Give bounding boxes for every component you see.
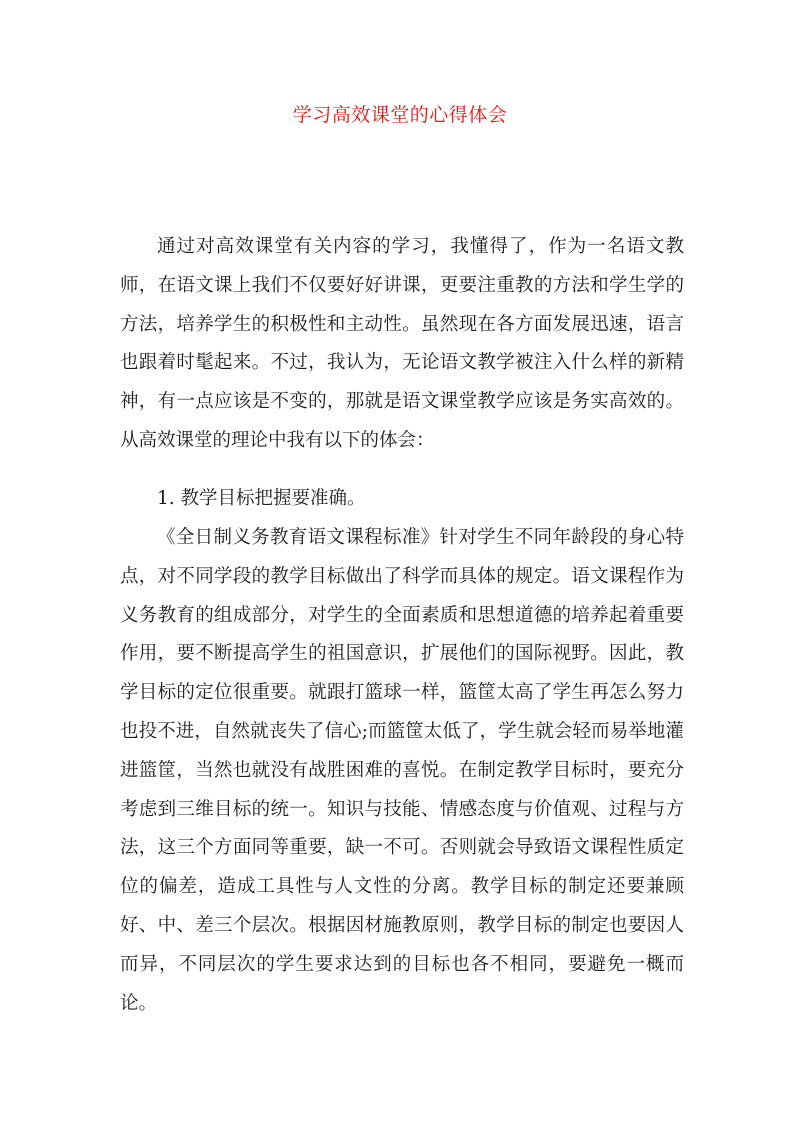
paragraph-text: 《全日制义务教育语文课程标准》针对学生不同年龄段的身心特点，对不同学段的教学目标做出了科学而具体的规定。语文课程作为义务教育的组成部分，对学生的全面素质和思想道德的培养起着重要作用，要不断提高学生的祖国意识，扩展他们的国际视野。因此，教学目标的定位很重要。就跟打篮球一样，篮筐太高了学生再怎么努力也投不进，自然就丧失了信心;而篮筐太低了，学生就会轻而易举地灌进篮筐，当然也就没有战胜困难的喜悦。在制定教学目标时，要充分考虑到三维目标的统一。知识与技能、情感态度与价值观、过程与方法，这三个方面同等重要，缺一不可。否则就会导致语文课程性质定位的偏差，造成工具性与人文性的分离。教学目标的制定还要兼顾好、中、差三个层次。根据因材施教原则，教学目标的制定也要因人而异，不同层次的学生要求达到的目标也各不相同，要避免一概而论。 <box>120 527 684 1014</box>
body-paragraph-intro <box>120 228 684 461</box>
numbered-heading: 1. 教学目标把握要准确。 <box>157 488 366 509</box>
body-paragraph-main <box>120 519 684 1023</box>
body-paragraph-heading <box>120 480 684 519</box>
document-title: 学习高效课堂的心得体会 <box>292 104 508 126</box>
paragraph-text: 通过对高效课堂有关内容的学习，我懂得了，作为一名语文教师，在语文课上我们不仅要好好讲课，更要注重教的方法和学生学的方法，培养学生的积极性和主动性。虽然现在各方面发展迅速，语言也跟着时髦起来。不过，我认为，无论语文教学被注入什么样的新精神，有一点应该是不变的，那就是语文课堂教学应该是务实高效的。从高效课堂的理论中我有以下的体会： <box>120 236 684 451</box>
